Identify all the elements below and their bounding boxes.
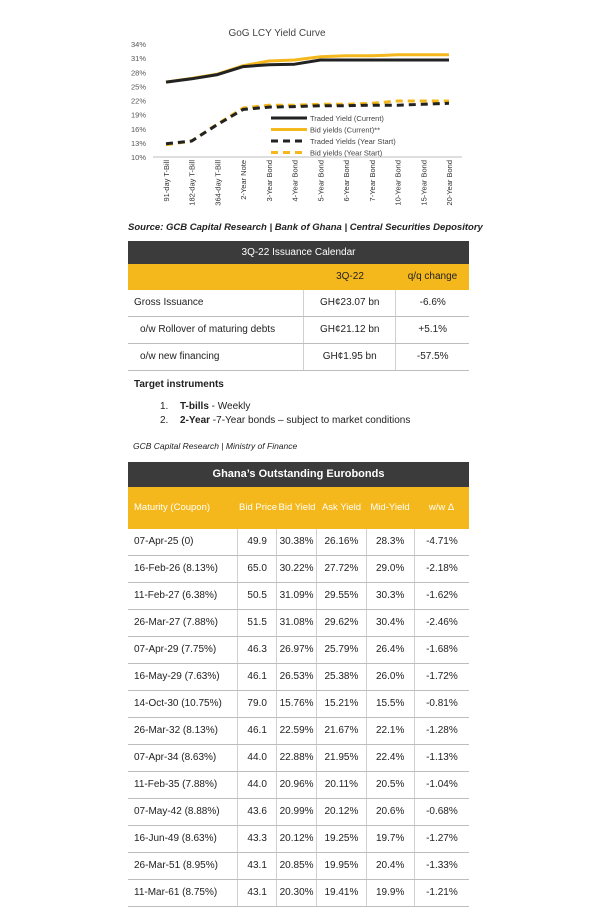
cell-bid-price: 79.0 [237, 691, 275, 717]
cell-mid-yield: 28.3% [366, 529, 414, 555]
cell-wow-change: -2.46% [414, 610, 469, 636]
cell-wow-change: -1.72% [414, 664, 469, 690]
calendar-row-label: o/w Rollover of maturing debts [140, 324, 276, 335]
cell-wow-change: -1.13% [414, 745, 469, 771]
target-item-text: -7-Year bonds – subject to market conditions [210, 415, 411, 426]
cell-maturity: 16-Feb-26 (8.13%) [134, 563, 218, 574]
cell-bid-price: 65.0 [237, 556, 275, 582]
header-bid-price: Bid Price [239, 502, 278, 513]
target-instruments-title: Target instruments [134, 379, 224, 390]
table-row [128, 610, 469, 637]
y-tick-label: 25% [130, 82, 146, 92]
cell-bid-yield: 20.85% [276, 853, 316, 879]
cell-maturity: 07-Apr-29 (7.75%) [134, 644, 217, 655]
cell-ask-yield: 29.55% [316, 583, 365, 609]
header-bid-yield: Bid Yield [278, 502, 316, 513]
target-item-bold: 2-Year [180, 415, 211, 426]
x-tick-label: 15-Year Bond [419, 160, 429, 206]
y-tick-label: 22% [130, 96, 146, 106]
y-tick-label: 10% [130, 153, 146, 162]
header-ask-yield: Ask Yield [321, 502, 362, 513]
cell-mid-yield: 20.5% [366, 772, 414, 798]
cell-bid-yield: 20.99% [276, 799, 316, 825]
cell-wow-change: -0.68% [414, 799, 469, 825]
cell-wow-change: -1.62% [414, 583, 469, 609]
cell-wow-change: -1.27% [414, 826, 469, 852]
calendar-row [128, 317, 469, 344]
cell-wow-change: -2.18% [414, 556, 469, 582]
cell-maturity: 07-May-42 (8.88%) [134, 806, 220, 817]
calendar-row-change: -6.6% [419, 297, 446, 308]
cell-ask-yield: 19.41% [316, 880, 365, 906]
x-tick-label: 91-day T-Bill [162, 160, 171, 202]
table-row [128, 718, 469, 745]
table-row [128, 529, 469, 556]
table-row [128, 583, 469, 610]
cell-bid-yield: 26.97% [276, 637, 316, 663]
cell-bid-yield: 22.88% [276, 745, 316, 771]
cell-mid-yield: 15.5% [366, 691, 414, 717]
series-layer [166, 55, 449, 145]
eurobonds-body [128, 529, 469, 907]
cell-ask-yield: 26.16% [316, 529, 365, 555]
calendar-row-change: +5.1% [418, 324, 448, 335]
chart-source: Source: GCB Capital Research | Bank of Ghana | Central Securities Depository [128, 222, 483, 233]
cell-mid-yield: 30.4% [366, 610, 414, 636]
target-item-bold: T-bills [180, 401, 209, 412]
cell-bid-yield: 20.96% [276, 772, 316, 798]
issuance-calendar-table [128, 241, 469, 428]
x-tick-label: 20-Year Bond [445, 160, 454, 206]
calendar-source: GCB Capital Research | Ministry of Finance [133, 441, 298, 451]
table-row [128, 556, 469, 583]
cell-ask-yield: 25.38% [316, 664, 365, 690]
chart-legend [271, 114, 396, 158]
header-wow-change: w/w Δ [428, 502, 455, 513]
cell-ask-yield: 20.11% [316, 772, 365, 798]
cell-mid-yield: 26.0% [366, 664, 414, 690]
cell-bid-yield: 22.59% [276, 718, 316, 744]
cell-bid-price: 46.3 [237, 637, 275, 663]
x-tick-label: 4-Year Bond [290, 160, 300, 202]
calendar-row-value: GH¢23.07 bn [303, 290, 396, 316]
cell-bid-price: 44.0 [237, 772, 275, 798]
calendar-header-row [128, 264, 469, 290]
cell-mid-yield: 22.4% [366, 745, 414, 771]
cell-ask-yield: 29.62% [316, 610, 365, 636]
cell-bid-price: 43.3 [237, 826, 275, 852]
cell-bid-yield: 31.09% [276, 583, 316, 609]
legend-label: Traded Yield (Current) [310, 114, 384, 123]
target-item-text: - Weekly [208, 401, 251, 412]
x-tick-label: 3-Year Bond [264, 160, 274, 202]
table-row [128, 799, 469, 826]
cell-mid-yield: 22.1% [366, 718, 414, 744]
calendar-title: 3Q-22 Issuance Calendar [128, 241, 469, 264]
cell-ask-yield: 15.21% [316, 691, 365, 717]
target-item-number: 1. [160, 401, 169, 412]
x-tick-label: 2-Year Note [239, 160, 249, 200]
series-line [166, 60, 449, 82]
cell-maturity: 07-Apr-25 (0) [134, 536, 194, 547]
cell-bid-price: 43.1 [237, 880, 275, 906]
table-row [128, 691, 469, 718]
legend-label: Bid yields (Current)** [310, 125, 381, 135]
y-tick-label: 34% [130, 40, 146, 49]
y-tick-label: 19% [130, 110, 146, 120]
cell-bid-price: 43.1 [237, 853, 275, 879]
cell-bid-price: 46.1 [237, 718, 275, 744]
cell-bid-price: 50.5 [237, 583, 275, 609]
chart-title: GoG LCY Yield Curve [228, 28, 326, 39]
cell-wow-change: -4.71% [414, 529, 469, 555]
eurobonds-title: Ghana’s Outstanding Eurobonds [128, 462, 469, 487]
header-mid-yield: Mid-Yield [370, 502, 410, 513]
calendar-row [128, 290, 469, 317]
cell-wow-change: -1.28% [414, 718, 469, 744]
cell-mid-yield: 20.4% [366, 853, 414, 879]
legend-label: Traded Yields (Year Start) [310, 137, 396, 146]
cell-ask-yield: 21.95% [316, 745, 365, 771]
y-tick-label: 16% [130, 124, 146, 134]
cell-maturity: 26-Mar-32 (8.13%) [134, 725, 218, 736]
calendar-row-label: o/w new financing [140, 351, 220, 362]
table-row [128, 772, 469, 799]
cell-bid-price: 46.1 [237, 664, 275, 690]
cell-bid-price: 43.6 [237, 799, 275, 825]
header-maturity: Maturity (Coupon) [134, 502, 211, 513]
cell-ask-yield: 19.25% [316, 826, 365, 852]
x-tick-label: 364-day T-Bill [213, 160, 223, 206]
series-line [166, 103, 449, 144]
cell-bid-price: 49.9 [237, 529, 275, 555]
cell-ask-yield: 19.95% [316, 853, 365, 879]
cell-bid-price: 51.5 [237, 610, 275, 636]
calendar-row [128, 344, 469, 371]
cell-maturity: 16-May-29 (7.63%) [134, 671, 220, 682]
cell-bid-yield: 30.38% [276, 529, 316, 555]
calendar-row-value: GH¢1.95 bn [303, 344, 396, 370]
x-axis [162, 160, 454, 206]
cell-maturity: 16-Jun-49 (8.63%) [134, 833, 217, 844]
cell-mid-yield: 19.9% [366, 880, 414, 906]
target-item-number: 2. [160, 415, 169, 426]
y-tick-label: 31% [130, 54, 146, 64]
table-row [128, 664, 469, 691]
cell-ask-yield: 20.12% [316, 799, 365, 825]
cell-maturity: 11-Mar-61 (8.75%) [134, 887, 218, 898]
cell-wow-change: -1.04% [414, 772, 469, 798]
calendar-row-value: GH¢21.12 bn [303, 317, 396, 343]
cell-ask-yield: 25.79% [316, 637, 365, 663]
target-item [160, 414, 469, 428]
calendar-header-period: 3Q-22 [336, 271, 364, 282]
eurobonds-table [128, 462, 469, 907]
cell-maturity: 26-Mar-27 (7.88%) [134, 617, 218, 628]
table-row [128, 745, 469, 772]
cell-wow-change: -1.68% [414, 637, 469, 663]
cell-wow-change: -0.81% [414, 691, 469, 717]
cell-mid-yield: 20.6% [366, 799, 414, 825]
cell-bid-yield: 20.30% [276, 880, 316, 906]
table-row [128, 880, 469, 907]
target-instruments-list [160, 400, 469, 428]
cell-bid-yield: 31.08% [276, 610, 316, 636]
y-tick-label: 28% [130, 68, 146, 78]
table-row [128, 637, 469, 664]
eurobonds-header-row [128, 487, 469, 529]
cell-maturity: 07-Apr-34 (8.63%) [134, 752, 217, 763]
calendar-header-change: q/q change [407, 271, 458, 282]
cell-maturity: 11-Feb-35 (7.88%) [134, 779, 218, 790]
cell-maturity: 14-Oct-30 (10.75%) [134, 698, 222, 709]
cell-ask-yield: 21.67% [316, 718, 365, 744]
x-tick-label: 182-day T-Bill [187, 160, 197, 206]
cell-bid-yield: 30.22% [276, 556, 316, 582]
cell-mid-yield: 30.3% [366, 583, 414, 609]
target-item [160, 400, 469, 414]
calendar-row-change: -57.5% [416, 351, 449, 362]
cell-mid-yield: 29.0% [366, 556, 414, 582]
cell-wow-change: -1.33% [414, 853, 469, 879]
cell-wow-change: -1.21% [414, 880, 469, 906]
yield-curve-chart [0, 0, 600, 225]
table-row [128, 853, 469, 880]
cell-mid-yield: 26.4% [366, 637, 414, 663]
legend-label: Bid yields (Year Start) [310, 148, 383, 158]
cell-ask-yield: 27.72% [316, 556, 365, 582]
calendar-row-label: Gross Issuance [134, 297, 204, 308]
y-axis [131, 40, 146, 162]
calendar-header-blank [128, 264, 304, 290]
y-tick-label: 13% [130, 138, 146, 148]
cell-mid-yield: 19.7% [366, 826, 414, 852]
cell-maturity: 11-Feb-27 (6.38%) [134, 590, 218, 601]
cell-bid-yield: 26.53% [276, 664, 316, 690]
table-row [128, 826, 469, 853]
cell-bid-yield: 15.76% [276, 691, 316, 717]
cell-bid-yield: 20.12% [276, 826, 316, 852]
cell-maturity: 26-Mar-51 (8.95%) [134, 860, 218, 871]
x-tick-label: 10-Year Bond [393, 160, 403, 206]
x-tick-label: 5-Year Bond [316, 160, 326, 202]
x-tick-label: 6-Year Bond [342, 160, 352, 202]
x-tick-label: 7-Year Bond [367, 160, 377, 202]
cell-bid-price: 44.0 [237, 745, 275, 771]
